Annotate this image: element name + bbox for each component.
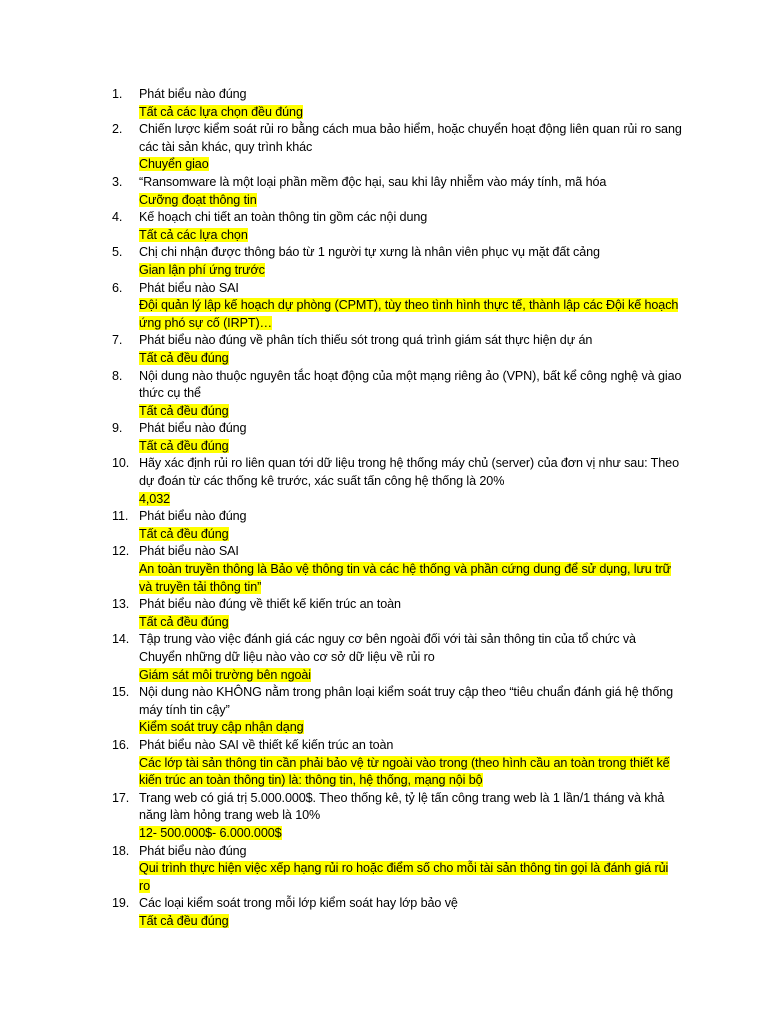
answer-line <box>139 104 682 122</box>
question-text: Kế hoạch chi tiết an toàn thông tin gồm các nội dung <box>139 210 428 225</box>
highlighted-answer: Qui trình thực hiện việc xếp hạng rủi ro hoặc điểm số cho mỗi tài sản thông tin gọi là đánh giá rủi ro <box>139 861 669 893</box>
question-text: Tập trung vào việc đánh giá các nguy cơ bên ngoài đối với tài sản thông tin của tổ chức và Chuyển những dữ liệu nào vào cơ sở dữ liệu về rủi ro <box>139 632 636 664</box>
question-text: Trang web có giá trị 5.000.000$. Theo thống kê, tỷ lệ tấn công trang web là 1 lần/1 tháng và khả năng làm hỏng trang web là 10% <box>139 790 665 823</box>
question-text: Phát biểu nào SAI về thiết kế kiến trúc an toàn <box>139 737 394 752</box>
list-item <box>112 280 682 333</box>
question-text: Phát biểu nào SAI <box>139 544 239 559</box>
item-number: 8. <box>112 368 123 383</box>
list-item <box>112 895 682 930</box>
question-text: Phát biểu nào đúng <box>139 87 247 101</box>
highlighted-answer: Tất cả đều đúng <box>139 614 229 629</box>
item-number: 7. <box>112 333 123 348</box>
item-number: 6. <box>112 280 123 295</box>
item-number: 2. <box>112 122 123 137</box>
question-text: Nội dung nào thuộc nguyên tắc hoạt động của một mạng riêng ảo (VPN), bất kể công nghệ và giao thức cụ thể <box>139 368 682 401</box>
highlighted-answer: An toàn truyền thông là Bảo vệ thông tin và các hệ thống và phần cứng dung để sử dụng, lưu trữ và truyền tải thông tin” <box>139 562 671 594</box>
question-text: Phát biểu nào đúng về phân tích thiếu sót trong quá trình giám sát thực hiện dự án <box>139 333 593 348</box>
question-text: Phát biểu nào đúng <box>139 509 247 524</box>
highlighted-answer: Tất cả đều đúng <box>139 350 229 365</box>
highlighted-answer: Đội quản lý lập kế hoạch dự phòng (CPMT), tùy theo tình hình thực tế, thành lập các Đội kế hoạch ứng phó sự cố (IRPT)… <box>139 298 679 330</box>
highlighted-answer: 4,032 <box>139 491 171 506</box>
highlighted-answer: Giám sát môi trường bên ngoài <box>139 667 311 682</box>
highlighted-answer: Cưỡng đoạt thông tin <box>139 192 257 207</box>
answer-line <box>139 438 682 456</box>
answer-line <box>139 403 682 421</box>
answer-line <box>139 192 682 210</box>
highlighted-answer: Tất cả đều đúng <box>139 913 229 928</box>
highlighted-answer: Các lớp tài sản thông tin cần phải bảo vệ từ ngoài vào trong (theo hình cầu an toàn trong thiết kế kiến trúc an toàn thông tin) là: thông tin, hệ thống, mạng nội bộ <box>139 755 670 788</box>
list-item <box>112 843 682 896</box>
item-number: 15. <box>112 685 130 700</box>
item-number: 11. <box>112 509 129 524</box>
list-item <box>112 543 682 596</box>
list-item <box>112 508 682 543</box>
list-item <box>112 455 682 508</box>
list-item <box>112 209 682 244</box>
list-item <box>112 737 682 790</box>
highlighted-answer: Gian lận phí ứng trước <box>139 262 265 277</box>
item-number: 5. <box>112 245 123 260</box>
list-item <box>112 121 682 174</box>
answer-line <box>139 913 682 931</box>
question-text: Chị chi nhận được thông báo từ 1 người tự xưng là nhân viên phục vụ mặt đất cảng <box>139 245 600 260</box>
item-number: 17. <box>112 790 130 805</box>
answer-line <box>139 262 682 280</box>
highlighted-answer: Tất cả các lựa chọn đều đúng <box>139 104 303 119</box>
answer-line <box>139 526 682 544</box>
question-text: Phát biểu nào đúng <box>139 843 247 858</box>
item-number: 13. <box>112 597 130 612</box>
question-text: Phát biểu nào đúng <box>139 421 247 436</box>
question-text: Phát biểu nào SAI <box>139 280 239 295</box>
list-item <box>112 244 682 279</box>
answer-line <box>139 491 682 509</box>
item-number: 9. <box>112 421 123 436</box>
list-item <box>112 596 682 631</box>
answer-line <box>139 825 682 843</box>
item-number: 18. <box>112 843 130 858</box>
answer-line <box>139 719 682 737</box>
answer-line <box>139 156 682 174</box>
highlighted-answer: 12- 500.000$- 6.000.000$ <box>139 825 282 840</box>
highlighted-answer: Tất cả đều đúng <box>139 526 229 541</box>
question-text: Hãy xác định rủi ro liên quan tới dữ liệu trong hệ thống máy chủ (server) của đơn vị như sau: Theo dự đoán từ các thống kê trước, xác suất tấn công hệ thống là 20% <box>139 456 679 489</box>
highlighted-answer: Chuyển giao <box>139 157 209 172</box>
item-number: 4. <box>112 210 123 225</box>
list-item <box>112 368 682 421</box>
question-answer-list <box>112 86 682 931</box>
highlighted-answer: Tất cả đều đúng <box>139 438 229 453</box>
list-item <box>112 631 682 684</box>
item-number: 3. <box>112 174 123 189</box>
list-item <box>112 790 682 843</box>
question-text: Phát biểu nào đúng về thiết kế kiến trúc an toàn <box>139 597 401 612</box>
highlighted-answer: Kiểm soát truy cập nhận dạng <box>139 720 304 735</box>
list-item <box>112 420 682 455</box>
question-text: Chiến lược kiểm soát rủi ro bằng cách mua bảo hiểm, hoặc chuyển hoạt động liên quan rủi ro sang các tài sản khác, quy trình khác <box>139 122 682 154</box>
answer-line <box>139 860 682 895</box>
list-item <box>112 86 682 121</box>
answer-line <box>139 755 682 790</box>
question-text: “Ransomware là một loại phần mềm độc hại, sau khi lây nhiễm vào máy tính, mã hóa <box>139 174 607 189</box>
item-number: 10. <box>112 456 130 471</box>
item-number: 1. <box>112 87 123 101</box>
list-item <box>112 684 682 737</box>
highlighted-answer: Tất cả đều đúng <box>139 403 229 418</box>
answer-line <box>139 614 682 632</box>
item-number: 16. <box>112 737 130 752</box>
highlighted-answer: Tất cả các lựa chọn <box>139 227 248 242</box>
answer-line <box>139 350 682 368</box>
list-item <box>112 332 682 367</box>
item-number: 12. <box>112 544 130 559</box>
question-text: Nội dung nào KHÔNG nằm trong phân loại kiểm soát truy cập theo “tiêu chuẩn đánh giá hệ thống máy tính tin cậy” <box>139 685 674 717</box>
answer-line <box>139 297 682 332</box>
answer-line <box>139 227 682 245</box>
question-text: Các loại kiểm soát trong mỗi lớp kiểm soát hay lớp bảo vệ <box>139 896 458 911</box>
item-number: 19. <box>112 896 130 911</box>
answer-line <box>139 561 682 596</box>
item-number: 14. <box>112 632 130 647</box>
answer-line <box>139 667 682 685</box>
list-item <box>112 174 682 209</box>
